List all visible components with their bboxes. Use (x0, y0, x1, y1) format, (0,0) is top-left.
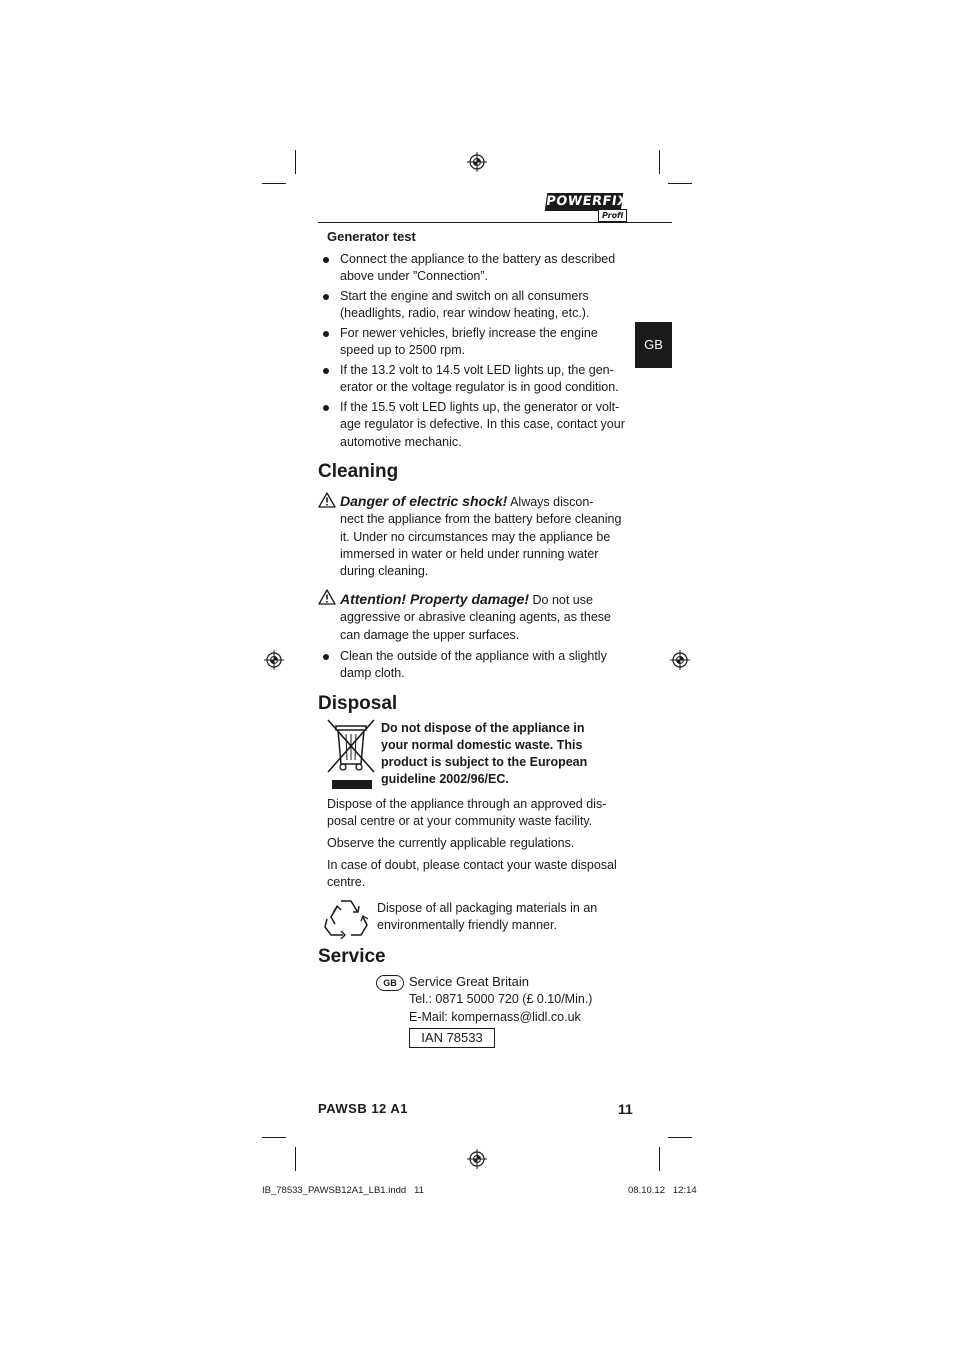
logo-sub: Profi (598, 209, 627, 222)
disposal-heading: Disposal (318, 693, 398, 714)
list-item: If the 15.5 volt LED lights up, the generator or volt- age regulator is defective. In this case, contact your automotive mechanic. (340, 400, 625, 449)
bullet-icon (323, 294, 329, 300)
crop-mark-bottom-left-v (295, 1147, 296, 1171)
page-number: 11 (618, 1101, 633, 1117)
crop-mark-top-left-h (262, 183, 286, 184)
warning-triangle-icon (318, 492, 336, 508)
service-title: Service Great Britain (409, 974, 529, 989)
bullet-icon (323, 331, 329, 337)
disposal-paragraph: Observe the currently applicable regulations. (327, 836, 575, 850)
crop-mark-top-left-v (295, 150, 296, 174)
electric-shock-warning: Danger of electric shock! Always discon- nect the appliance from the battery before cleaning it. Under no circumstances may the appliance be immersed in water or held under running water during cleaning. (340, 493, 622, 579)
registration-mark-icon (467, 1149, 487, 1169)
list-item: Start the engine and switch on all consumers (headlights, radio, rear window heating, etc.). (340, 289, 590, 321)
bullet-icon (323, 405, 329, 411)
print-slug-file: IB_78533_PAWSB12A1_LB1.indd 11 (262, 1185, 424, 1196)
bullet-icon (323, 257, 329, 263)
list-item: If the 13.2 volt to 14.5 volt LED lights up, the gen- erator or the voltage regulator is in good condition. (340, 363, 619, 395)
list-item: Clean the outside of the appliance with a slightly damp cloth. (340, 649, 607, 681)
ian-number: IAN 78533 (409, 1028, 495, 1048)
service-phone: Tel.: 0871 5000 720 (£ 0.10/Min.) (409, 992, 593, 1006)
registration-mark-icon (264, 650, 284, 670)
list-item: For newer vehicles, briefly increase the engine speed up to 2500 rpm. (340, 326, 598, 358)
crossed-out-bin-icon (326, 718, 376, 790)
service-email: E-Mail: kompernass@lidl.co.uk (409, 1010, 581, 1024)
crop-mark-top-right-h (668, 183, 692, 184)
crop-mark-bottom-left-h (262, 1137, 286, 1138)
crop-mark-bottom-right-v (659, 1147, 660, 1171)
warning-triangle-icon (318, 589, 336, 605)
cleaning-heading: Cleaning (318, 461, 399, 482)
print-slug-date: 08.10.12 12:14 (628, 1185, 697, 1196)
country-badge: GB (376, 975, 404, 991)
logo-main: POWERFIX (545, 194, 629, 209)
warning-title: Danger of electric shock! (340, 493, 508, 509)
model-number: PAWSB 12 A1 (318, 1101, 409, 1116)
weee-notice: Do not dispose of the appliance in your normal domestic waste. This product is subject to the European guideline 2002/96/EC. (381, 721, 588, 786)
recycling-icon (323, 897, 369, 939)
bullet-icon (323, 368, 329, 374)
disposal-paragraph: Dispose of the appliance through an approved dis- posal centre or at your community waste facility. (327, 797, 607, 829)
list-item: Connect the appliance to the battery as described above under ”Connection”. (340, 252, 616, 284)
registration-mark-icon (670, 650, 690, 670)
bullet-icon (323, 654, 329, 660)
property-damage-warning: Attention! Property damage! Do not use aggressive or abrasive cleaning agents, as these can damage the upper surfaces. (340, 591, 611, 642)
packaging-disposal-note: Dispose of all packaging materials in an environmentally friendly manner. (377, 901, 598, 933)
generator-test-heading: Generator test (327, 229, 416, 244)
service-heading: Service (318, 946, 386, 967)
powerfix-logo (546, 193, 636, 221)
registration-mark-icon (467, 152, 487, 172)
crop-mark-top-right-v (659, 150, 660, 174)
disposal-paragraph: In case of doubt, please contact your waste disposal centre. (327, 858, 617, 890)
header-rule (318, 222, 672, 223)
crop-mark-bottom-right-h (668, 1137, 692, 1138)
language-tab: GB (635, 322, 672, 368)
warning-title: Attention! Property damage! (340, 591, 530, 607)
